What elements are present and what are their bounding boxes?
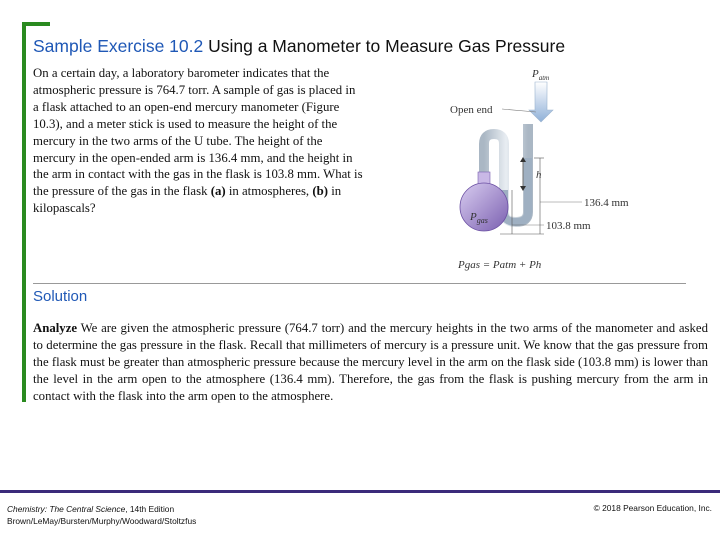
- pressure-arrow-icon: [529, 82, 553, 122]
- pressure-equation: Pgas = Patm + Ph: [458, 259, 542, 271]
- title-rest: Using a Manometer to Measure Gas Pressure: [208, 36, 566, 56]
- problem-text: [33, 65, 363, 217]
- part-b-label: (b): [312, 184, 328, 199]
- footer-citation: [7, 503, 196, 527]
- accent-bar-vertical: [22, 22, 26, 402]
- p-atm-label: $P_{atm}$: [532, 68, 550, 82]
- solution-heading: Solution: [33, 288, 88, 305]
- height-flask-arm: 103.8 mm: [546, 220, 591, 232]
- analyze-label: Analyze: [33, 321, 78, 335]
- accent-bar-horizontal: [22, 22, 50, 26]
- page-title: [33, 36, 565, 57]
- problem-body: On a certain day, a laboratory barometer indicates that the atmospheric pressure is 764.7 torr. A sample of gas is placed in a flask attached to an open-end mercury manometer (Figure 10.3), and a meter stick is used to measure the height of the mercury in the two arms of the U tube. The height of the mercury in the open-ended arm is 136.4 mm, and the height in the arm in contact with the gas in the flask is 103.8 mm. What is the pressure of the gas in the flask: [33, 66, 363, 199]
- part-a-label: (a): [210, 184, 226, 199]
- open-end-label: Open end: [450, 104, 493, 116]
- h-label: h: [536, 169, 542, 181]
- part-a-text: in atmospheres,: [228, 184, 310, 199]
- title-prefix: Sample Exercise 10.2: [33, 36, 204, 56]
- book-edition: , 14th Edition: [125, 504, 175, 514]
- section-divider: [33, 283, 686, 284]
- book-title: Chemistry: The Central Science: [7, 504, 126, 514]
- p-gas-label: $P_{gas}$: [470, 211, 488, 225]
- analyze-text: We are given the atmospheric pressure (764.7 torr) and the mercury heights in the two arms of the manometer and asked to determine the gas pressure in the flask. Recall that millimeters of mercury is a pressure unit. We know that the gas pressure from the flask must be greater than atmospheric pressure because the mercury level in the arm on the flask side (103.8 mm) is lower than the level in the arm open to the atmosphere (136.4 mm). Therefore, the gas from the flask is pushing mercury from the arm in contact with the flask into the arm open to the atmosphere.: [33, 321, 708, 404]
- manometer-figure: [440, 62, 640, 277]
- part-b-text: in kilopascals?: [33, 184, 342, 216]
- analysis-paragraph: [33, 320, 708, 405]
- footer-rule: [0, 490, 720, 493]
- footer-copyright: © 2018 Pearson Education, Inc.: [593, 503, 712, 513]
- book-authors: Brown/LeMay/Bursten/Murphy/Woodward/Stoltzfus: [7, 516, 197, 526]
- height-open-arm: 136.4 mm: [584, 197, 629, 209]
